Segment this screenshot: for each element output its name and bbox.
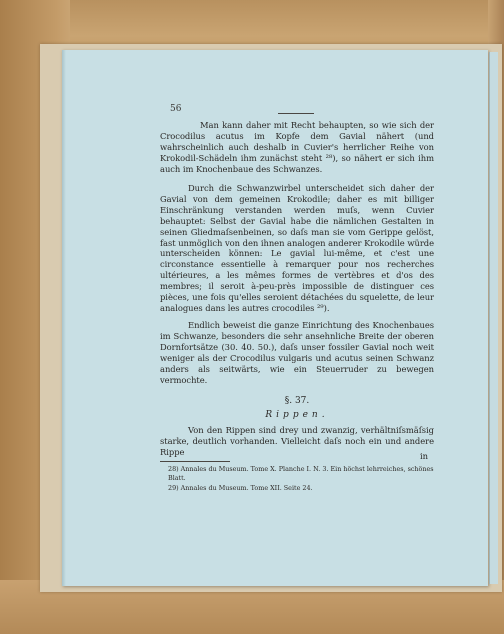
paragraph-3: Endlich beweist die ganze Einrichtung des Knochenbaues im Schwanze, besonders die sehr ansehnliche Breite der oberen Dornfortsätze (30. 40. 50.), daſs unser fossiler Gavial noch weit weniger als der Crocodilus vulgaris und acutus seinen Schwanz anders als seitwärts, wie ein Steuerruder zu bewegen vermochte. [160,320,434,385]
section-title: Rippen. [265,410,329,420]
section-number: §. 37. [284,396,310,406]
footnote-29: 29) Annales du Museum. Tome XII. Seite 24. [168,484,313,493]
paragraph-1: Man kann daher mit Recht behaupten, so wie sich der Crocodilus acutus im Kopfe dem Gavial nähert (und wahrscheinlich auch deshalb in Cuvier's herrlicher Reihe von Krokodil-Schädeln ihm zunächst steht ²⁸), so nähert er sich ihm auch im Knochenbaue des Schwanzes. [160,120,434,174]
page-gutter-shadow [62,50,66,586]
page-number: 56 [170,104,182,114]
footnote-rule [160,461,230,462]
footnotes [168,465,434,495]
paragraph-2: Durch die Schwanzwirbel unterscheidet sich daher der Gavial von dem gemeinen Krokodile; daher es mit billiger Einschränkung verstanden werden muſs, wenn Cuvier behauptet: Selbst der Gavial habe die nämlichen Gestalten in seinen Gliedmaſsenbeinen, so daſs man sie vom Gerippe gelöst, fast unmöglich von den ihnen analogen anderer Krokodile würde unterscheiden können: Le gavial lui-même, et c'est une circonstance essentielle à remarquer pour nos recherches ultérieures, a les mêmes formes de vertèbres et d'os des membres; il seroit à-peu-près impossible de distinguer ces pièces, une fois qu'elles seroient détachées du squelette, de leur analogues dans les autres crocodiles ²⁹). [160,183,434,313]
paragraph-4: Von den Rippen sind drey und zwanzig, verhältniſsmäſsig starke, deutlich vorhanden. Vielleicht daſs noch ein und andere Rippe [160,425,434,457]
header-rule [278,113,314,114]
footnote-28: 28) Annales du Museum. Tome X. Planche I. N. 3. Ein höchst lehrreiches, schönes Blatt. [168,465,434,482]
catchword: in [420,451,429,461]
next-leaf-edge [489,52,498,584]
